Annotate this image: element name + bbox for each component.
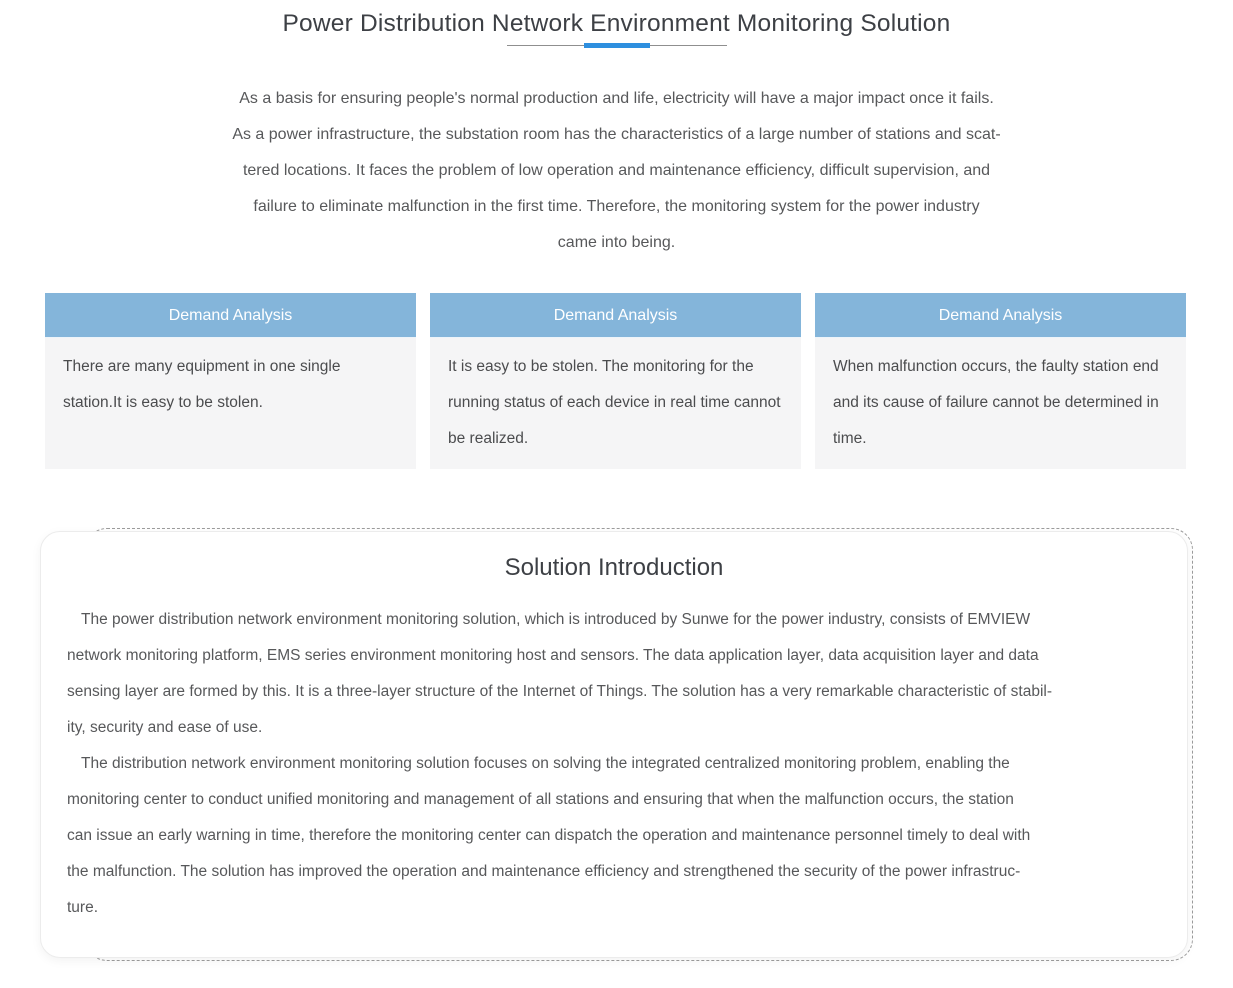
solution-title: Solution Introduction [504,554,724,581]
demand-analysis-row [45,293,1186,469]
demand-card-2-header: Demand Analysis [430,293,801,338]
page-title: Power Distribution Network Environment Monitoring Solution [282,10,951,37]
demand-card-1 [45,293,416,469]
demand-card-2-body: It is easy to be stolen. The monitoring for the running status of each device in real time cannot be realized. [430,338,801,469]
solution-introduction-section [40,531,1188,958]
demand-card-1-body: There are many equipment in one single station.It is easy to be stolen. [45,338,416,469]
title-divider [507,43,727,49]
divider-accent-bar [584,43,650,48]
demand-card-2 [430,293,801,469]
solution-paragraph-1: The power distribution network environment monitoring solution, which is introduced by Sunwe for the power industry, consists of EMVIEW network monitoring platform, EMS series environment monitoring host and sensors. The data application layer, data acquisition layer and data sensing layer are formed by this. It is a three-layer structure of the Internet of Things. The solution has a very remarkable characteristic of stabil- ity, security and ease of use. [67,611,1052,736]
solution-paragraph-2: The distribution network environment monitoring solution focuses on solving the integrated centralized monitoring problem, enabling the monitoring center to conduct unified monitoring and management of all stations and ensuring that when the malfunction occurs, the station can issue an early warning in time, therefore the monitoring center can dispatch the operation and maintenance personnel timely to deal with the malfunction. The solution has improved the operation and maintenance efficiency and strengthened the security of the power infrastruc- ture. [67,755,1031,916]
solution-card [40,531,1188,958]
demand-card-3-header: Demand Analysis [815,293,1186,338]
demand-card-3 [815,293,1186,469]
demand-card-3-body: When malfunction occurs, the faulty station end and its cause of failure cannot be determined in time. [815,338,1186,469]
intro-paragraph: As a basis for ensuring people's normal production and life, electricity will have a major impact once it fails. As a power infrastructure, the substation room has the characteristics of a large number of stations and scat- tered locations. It faces the problem of low operation and maintenance efficiency, difficult supervision, and failure to eliminate malfunction in the first time. Therefore, the monitoring system for the power industry came into being. [232,90,1001,251]
demand-card-1-header: Demand Analysis [45,293,416,338]
